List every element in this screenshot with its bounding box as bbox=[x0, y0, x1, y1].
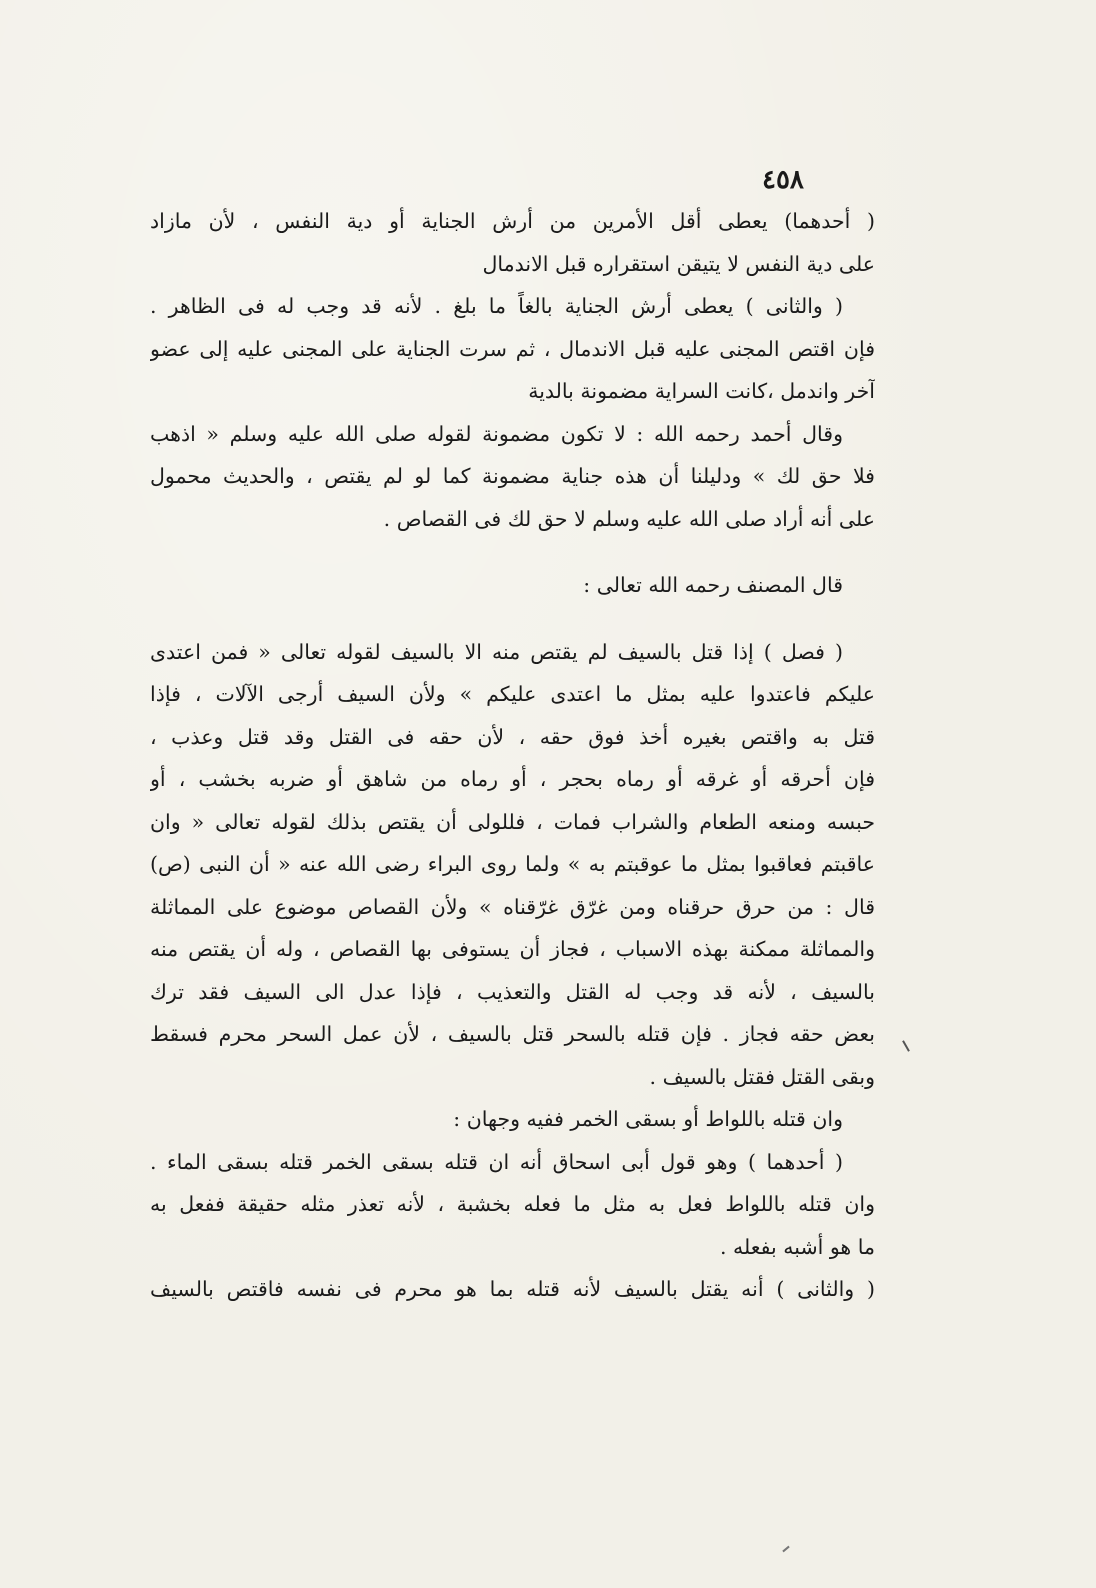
text-line: فإن أحرقه أو غرقه أو رماه بحجر ، أو رماه من شاهق أو ضربه بخشب ، أو bbox=[150, 767, 875, 791]
text-line: بالسيف ، لأنه قد وجب له القتل والتعذيب ، فإذا عدل الى السيف فقد ترك bbox=[150, 979, 875, 1004]
text-line: ما هو أشبه بفعله . bbox=[719, 1234, 875, 1259]
text-line: فلا حق لك » ودليلنا أن هذه جناية مضمونة كما لو لم يقتص ، والحديث محمول bbox=[150, 464, 875, 488]
text-line: وبقى القتل فقتل بالسيف . bbox=[649, 1064, 875, 1089]
paragraph-gap bbox=[150, 540, 875, 564]
text-line: فإن اقتص المجنى عليه قبل الاندمال ، ثم سرت الجناية على المجنى عليه إلى عضو bbox=[150, 336, 875, 361]
text-line: ( أحدهما) يعطى أقل الأمرين من أرش الجناية أو دية النفس ، لأن مازاد bbox=[150, 209, 875, 233]
text-line: على دية النفس لا يتيقن استقراره قبل الاندمال bbox=[482, 251, 875, 276]
text-line: وقال أحمد رحمه الله : لا تكون مضمونة لقوله صلى الله عليه وسلم « اذهب bbox=[150, 421, 843, 446]
text-line: حبسه ومنعه الطعام والشراب فمات ، فللولى أن يقتص بذلك لقوله تعالى « وان bbox=[150, 809, 875, 834]
text-line: قال : من حرق حرقناه ومن غرّق غرّقناه » ولأن القصاص موضوع على المماثلة bbox=[150, 894, 875, 919]
text-line: عليكم فاعتدوا عليه بمثل ما اعتدى عليكم » ولأن السيف أرجى الآلات ، فإذا bbox=[150, 682, 875, 706]
paragraph-gap bbox=[150, 607, 875, 631]
text-line: بعض حقه فجاز . فإن قتله بالسحر قتل بالسيف ، لأن عمل السحر محرم فسقط bbox=[150, 1022, 875, 1046]
text-line: ( والثانى ) أنه يقتل بالسيف لأنه قتله بما هو محرم فى نفسه فاقتص بالسيف bbox=[150, 1277, 875, 1301]
text-line: عاقبتم فعاقبوا بمثل ما عوقبتم به » ولما روى البراء رضى الله عنه « أن النبى (ص) bbox=[150, 852, 875, 876]
text-line: ( والثانى ) يعطى أرش الجناية بالغاً ما بلغ . لأنه قد وجب له فى الظاهر . bbox=[150, 294, 843, 318]
text-line: ( فصل ) إذا قتل بالسيف لم يقتص منه الا بالسيف لقوله تعالى « فمن اعتدى bbox=[150, 639, 843, 664]
text-line: قتل به واقتص بغيره أخذ فوق حقه ، لأن حقه فى القتل وقد قتل وعذب ، bbox=[150, 724, 875, 749]
body-text bbox=[150, 200, 875, 1311]
text-line: وان قتله باللواط أو بسقى الخمر ففيه وجهان : bbox=[453, 1107, 843, 1131]
text-line: على أنه أراد صلى الله عليه وسلم لا حق لك فى القصاص . bbox=[383, 506, 875, 531]
text-line: آخر واندمل ،كانت السراية مضمونة بالدية bbox=[528, 379, 875, 403]
scan-mark bbox=[782, 1546, 789, 1553]
page-number: ٤٥٨ bbox=[762, 165, 804, 195]
text-line: ( أحدهما ) وهو قول أبى اسحاق أنه ان قتله بسقى الخمر قتله بسقى الماء . bbox=[150, 1149, 843, 1174]
text-line: وان قتله باللواط فعل به مثل ما فعله بخشبة ، لأنه تعذر مثله حقيقة ففعل به bbox=[150, 1192, 875, 1216]
text-line: والمماثلة ممكنة بهذه الاسباب ، فجاز أن يستوفى بها القصاص ، وله أن يقتص منه bbox=[150, 937, 875, 961]
margin-mark bbox=[902, 1040, 910, 1051]
section-heading: قال المصنف رحمه الله تعالى : bbox=[583, 573, 843, 597]
